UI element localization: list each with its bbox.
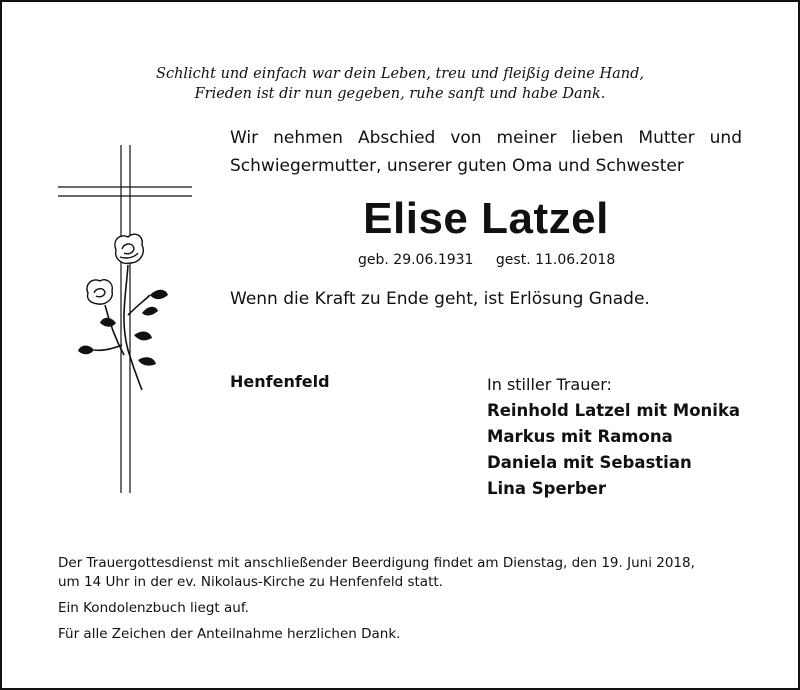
death-date: gest. 11.06.2018 [495, 252, 616, 268]
service-info [58, 554, 742, 592]
deceased-name: Elise Latzel [363, 194, 609, 243]
memorial-quote: Wenn die Kraft zu Ende geht, ist Erlösung Gnade. [230, 289, 650, 309]
condolence-note: Ein Kondolenzbuch liegt auf. [58, 600, 249, 616]
service-line-2: um 14 Uhr in der ev. Nikolaus-Kirche zu Henfenfeld statt. [58, 574, 443, 590]
intro-text [230, 124, 742, 180]
thanks-note: Für alle Zeichen der Anteilnahme herzlichen Dank. [58, 626, 401, 642]
service-line-1: Der Trauergottesdienst mit anschließender Beerdigung findet am Dienstag, den 19. Juni 2018, [58, 555, 695, 571]
birth-date: geb. 29.06.1931 [358, 252, 474, 268]
motto-line-2: Frieden ist dir nun gegeben, ruhe sanft und habe Dank. [194, 86, 606, 102]
life-dates [358, 252, 633, 268]
motto [0, 64, 800, 104]
motto-line-1: Schlicht und einfach war dein Leben, treu und fleißig deine Hand, [156, 66, 644, 82]
cross-with-rose-icon [50, 145, 200, 495]
intro-line-2: Schwiegermutter, unserer guten Oma und Schwester [230, 156, 684, 176]
mourners-heading: In stiller Trauer: [487, 375, 612, 394]
place-name: Henfenfeld [230, 372, 330, 391]
mourners-list [487, 372, 740, 502]
mourner-name: Reinhold Latzel mit Monika [487, 401, 741, 420]
mourner-name: Lina Sperber [487, 479, 606, 498]
intro-line-1: Wir nehmen Abschied von meiner lieben Mutter und [230, 128, 742, 148]
mourner-name: Markus mit Ramona [487, 427, 673, 446]
footer-notice [58, 554, 742, 651]
mourner-name: Daniela mit Sebastian [487, 453, 692, 472]
